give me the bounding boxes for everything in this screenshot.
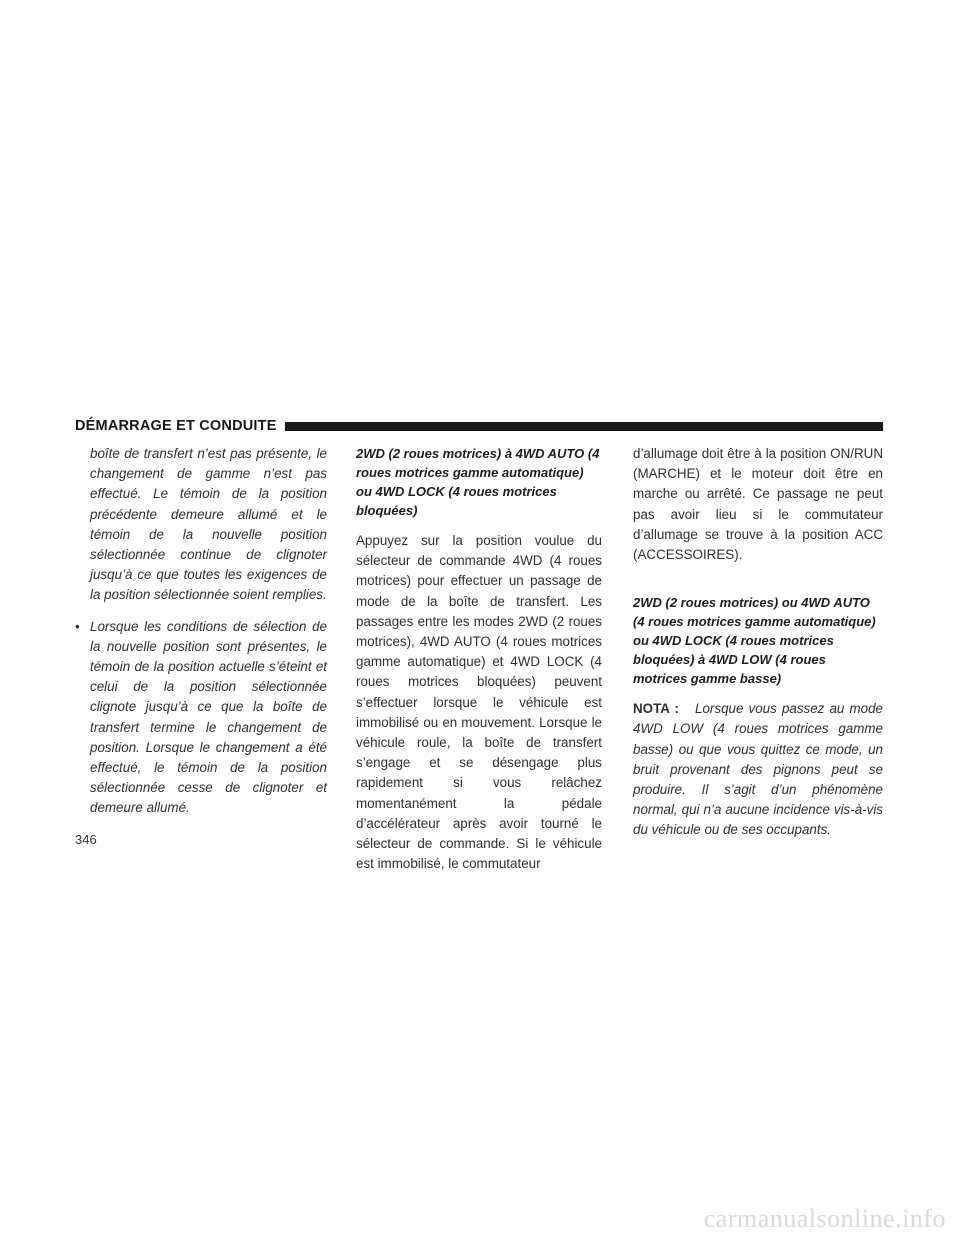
page-number: 346 — [75, 832, 97, 847]
body-paragraph: Appuyez sur la position voulue du sélecteur de commande 4WD (4 roues motrices) pour effectuer un passage de mode de la boîte de transfert. Les passages entre les modes 2WD (2 roues motrices), 4WD AUTO (4 roues motrices gamme automatique) et 4WD LOCK (4 roues motrices bloquées) peuvent s’effectuer lorsque le véhicule est immobilisé ou en mouvement. Lorsque le véhicule roule, la boîte de transfert s’engage et se désengage plus rapidement si vous relâchez momentanément la pédale d’accélérateur après avoir tourné le sélecteur de commande. Si le véhicule est immobilisé, le commutateur — [356, 533, 602, 872]
note-label: NOTA : — [633, 701, 680, 717]
section-title: DÉMARRAGE ET CONDUITE — [75, 418, 277, 434]
subsection-heading: 2WD (2 roues motrices) à 4WD AUTO (4 roues motrices gamme automatique) ou 4WD LOCK (4 roues motrices bloquées) — [356, 446, 600, 518]
column-right — [633, 444, 883, 841]
bullet-icon: • — [75, 618, 80, 634]
body-paragraph: d’allumage doit être à la position ON/RUN (MARCHE) et le moteur doit être en marche ou arrêté. Ce passage ne peut pas avoir lieu si le commutateur d’allumage se trouve à la position ACC (ACCESSOIRES). — [633, 446, 883, 563]
bullet-item — [75, 617, 327, 819]
section-header — [75, 415, 883, 437]
note-text: Lorsque vous passez au mode 4WD LOW (4 roues motrices gamme basse) ou que vous quittez ce mode, un bruit provenant des pignons peut se produire. Il s’agit d’un phénomène normal, qui n’a aucune incidence vis-à-vis du véhicule ou de ses occupants. — [633, 701, 883, 838]
subsection-heading: 2WD (2 roues motrices) ou 4WD AUTO (4 roues motrices gamme automatique) ou 4WD LOCK (4 roues motrices bloquées) à 4WD LOW (4 roues motrices gamme basse) — [633, 595, 876, 687]
note-paragraph — [633, 699, 883, 840]
column-left — [75, 444, 327, 819]
bullet-text: Lorsque les conditions de sélection de la nouvelle position sont présentes, le témoin de la position actuelle s’éteint et celui de la position sélectionnée clignote jusqu’à ce que la boîte de transfert termine le changement de position. Lorsque le changement a été effectué, le témoin de la position sélectionnée cesse de clignoter et demeure allumé. — [90, 618, 327, 816]
spacer — [633, 565, 883, 593]
header-rule — [285, 422, 883, 431]
watermark: carmanualsonline.info — [703, 1204, 946, 1233]
column-middle — [356, 444, 602, 874]
continued-paragraph: boîte de transfert n’est pas présente, le changement de gamme n’est pas effectué. Le témoin de la position précédente demeure allumé et le témoin de la nouvelle position sélectionnée continue de clignoter jusqu’à ce que toutes les exigences de la position sélectionnée soient remplies. — [90, 446, 327, 603]
